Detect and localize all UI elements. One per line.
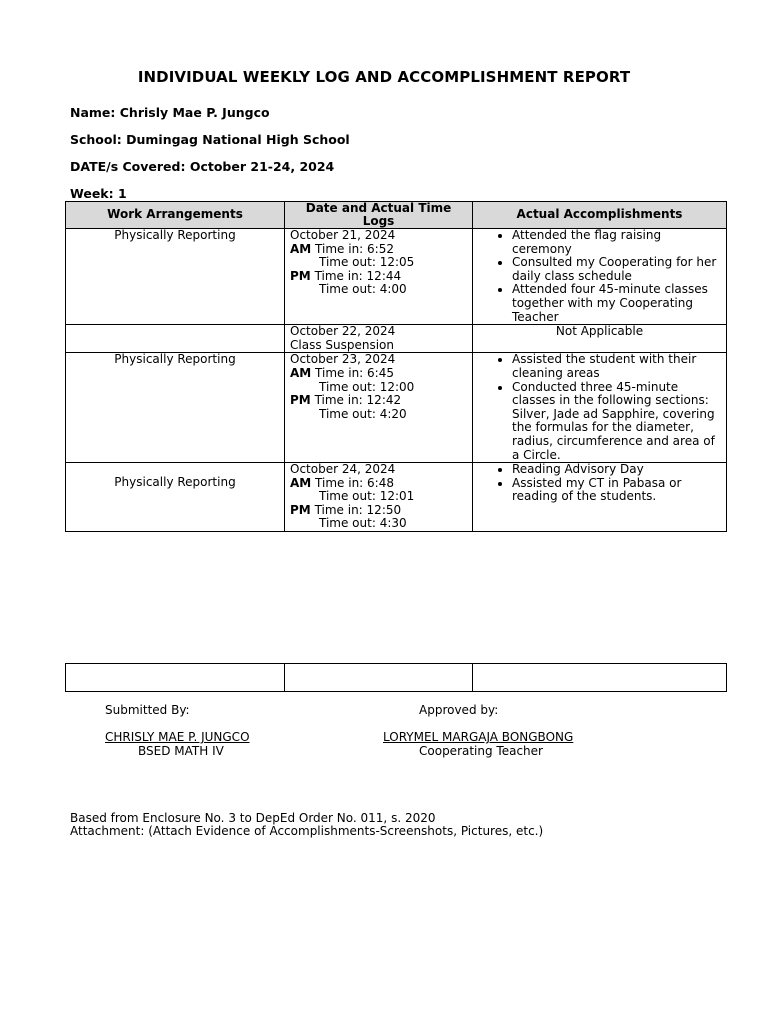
time-log-cell	[285, 325, 473, 353]
header-accomplishments: Actual Accomplishments	[473, 202, 727, 229]
report-title: INDIVIDUAL WEEKLY LOG AND ACCOMPLISHMENT REPORT	[137, 68, 631, 86]
work-arrangement-cell	[66, 325, 285, 353]
attachment-note: Attachment: (Attach Evidence of Accomplishments-Screenshots, Pictures, etc.)	[70, 824, 544, 838]
work-arrangement-text: Physically Reporting	[114, 475, 236, 490]
work-arrangement-cell	[66, 353, 285, 463]
table-row	[66, 463, 727, 532]
submitted-by-role: BSED MATH IV	[138, 744, 224, 758]
log-date: October 24, 2024	[290, 462, 396, 477]
pm-time-out: Time out: 4:00	[319, 282, 407, 297]
accomplishment-item: • Attended the flag raising ceremony	[512, 229, 721, 256]
pm-time-out: Time out: 4:20	[319, 406, 407, 421]
work-arrangement-text: Physically Reporting	[114, 352, 236, 367]
am-time-out: Time out: 12:01	[319, 489, 415, 504]
am-time-in: Time in: 6:45	[311, 365, 394, 380]
blank-cell	[285, 664, 473, 692]
accomplishment-item: • Attended four 45-minute classes together with my Cooperating Teacher	[512, 283, 721, 324]
am-label: AM	[290, 365, 312, 380]
work-arrangement-cell	[66, 463, 285, 532]
log-note: Class Suspension	[290, 337, 394, 352]
time-log-cell	[285, 353, 473, 463]
accomplishments-cell: Not Applicable	[473, 325, 727, 353]
am-time-out: Time out: 12:05	[319, 255, 415, 270]
work-arrangement-text: Physically Reporting	[114, 228, 236, 242]
enclosure-note: Based from Enclosure No. 3 to DepEd Order No. 011, s. 2020	[70, 811, 436, 825]
blank-cell	[473, 664, 727, 692]
pm-label: PM	[290, 502, 311, 517]
submitted-by-name: CHRISLY MAE P. JUNGCO	[105, 730, 250, 744]
accomplishment-item: • Reading Advisory Day	[512, 463, 721, 477]
accomplishments-cell	[473, 229, 727, 325]
week-field: Week: 1	[70, 186, 127, 201]
accomplishments-cell	[473, 353, 727, 463]
approved-by-role: Cooperating Teacher	[419, 744, 543, 758]
accomplishment-item: • Conducted three 45-minute classes in the following sections: Silver, Jade ad Sapphire, covering the formulas for the diameter, radius, circumference and area of a Circle.	[512, 381, 721, 463]
blank-cell	[66, 664, 285, 692]
table-row	[66, 229, 727, 325]
time-log-cell	[285, 229, 473, 325]
header-date-time-logs: Date and Actual Time Logs	[285, 202, 473, 229]
dates-covered-field: DATE/s Covered: October 21-24, 2024	[70, 159, 335, 174]
pm-time-in: Time in: 12:50	[310, 502, 402, 517]
pm-label: PM	[290, 268, 311, 283]
table-row	[66, 353, 727, 463]
approved-by-name: LORYMEL MARGAJA BONGBONG	[383, 730, 574, 744]
name-field: Name: Chrisly Mae P. Jungco	[70, 105, 270, 120]
log-date: October 23, 2024	[290, 352, 396, 367]
pm-time-in: Time in: 12:42	[310, 393, 402, 408]
time-log-cell	[285, 463, 473, 532]
log-date: October 22, 2024	[290, 324, 396, 339]
am-time-out: Time out: 12:00	[319, 379, 415, 394]
table-header-row	[66, 202, 727, 229]
weekly-log-table	[65, 201, 727, 532]
accomplishment-item: • Assisted the student with their cleaning areas	[512, 353, 721, 380]
submitted-by-label: Submitted By:	[105, 703, 190, 717]
school-field: School: Dumingag National High School	[70, 132, 350, 147]
pm-label: PM	[290, 393, 311, 408]
am-label: AM	[290, 475, 312, 490]
pm-time-in: Time in: 12:44	[310, 268, 402, 283]
accomplishment-item: • Assisted my CT in Pabasa or reading of the students.	[512, 477, 721, 504]
am-time-in: Time in: 6:48	[311, 475, 394, 490]
am-time-in: Time in: 6:52	[311, 241, 394, 256]
log-date: October 21, 2024	[290, 228, 396, 242]
approved-by-label: Approved by:	[419, 703, 499, 717]
am-label: AM	[290, 241, 312, 256]
accomplishments-cell	[473, 463, 727, 532]
blank-table-row	[65, 663, 727, 692]
work-arrangement-cell	[66, 229, 285, 325]
header-work-arrangements: Work Arrangements	[66, 202, 285, 229]
accomplishment-item: • Consulted my Cooperating for her daily class schedule	[512, 256, 721, 283]
table-row	[66, 325, 727, 353]
pm-time-out: Time out: 4:30	[319, 516, 407, 531]
